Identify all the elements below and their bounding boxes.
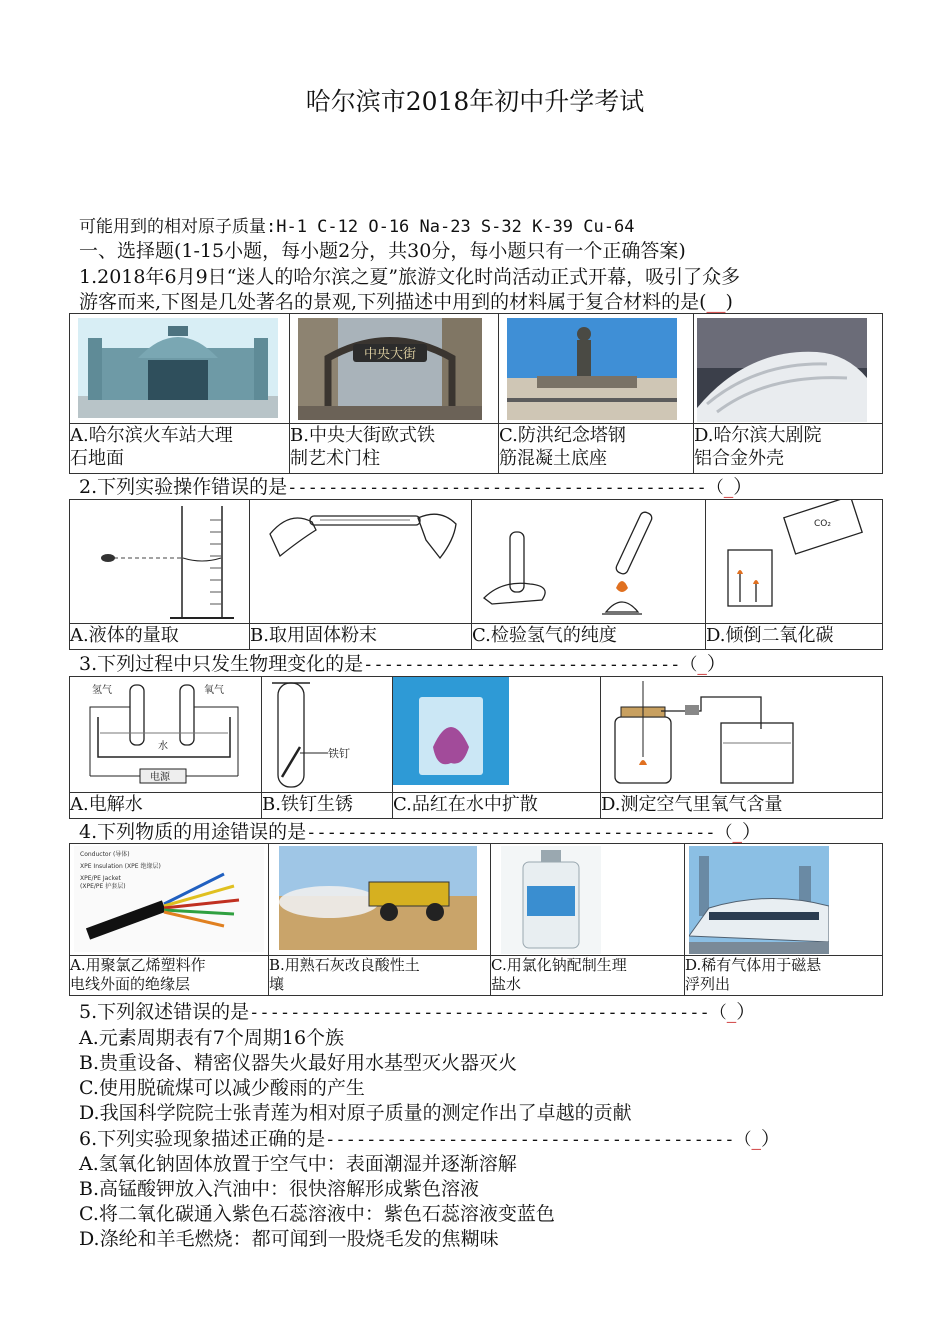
q4-image-b <box>269 844 491 956</box>
q1-answer-blank-2[interactable]: _ <box>716 291 726 313</box>
cable-label-2: XPE Insulation (XPE 绝缘层) <box>80 863 161 870</box>
q6-option-b[interactable]: B.高锰酸钾放入汽油中：很快溶解形成紫色溶液 <box>79 1178 480 1200</box>
q1-paren-close: ) <box>725 291 733 313</box>
q2-option-d[interactable]: D.倾倒二氧化碳 <box>706 624 883 650</box>
q4-answer-blank[interactable]: _ <box>732 821 743 843</box>
q1-option-a[interactable]: A.哈尔滨火车站大理 石地面 <box>70 424 290 474</box>
q1-options-table <box>69 313 883 474</box>
saline-bottle-image <box>501 846 601 954</box>
q4-option-d[interactable]: D.稀有气体用于磁悬 浮列出 <box>685 956 883 996</box>
railway-station-image <box>78 318 278 418</box>
q3-option-b[interactable]: B.铁钉生锈 <box>262 793 393 819</box>
q6-stem: 6.下列实验现象描述正确的是----------------------------------------（_） <box>79 1128 781 1150</box>
q3-image-b <box>262 677 393 793</box>
water-label: 水 <box>158 741 168 752</box>
q1-option-c[interactable]: C.防洪纪念塔钢 筋混凝土底座 <box>499 424 694 474</box>
q3-image-c <box>393 677 601 793</box>
hydrogen-purity-test-drawing <box>472 500 706 624</box>
q2-option-c[interactable]: C.检验氢气的纯度 <box>472 624 706 650</box>
q4-stem: 4.下列物质的用途错误的是----------------------------------------（_） <box>79 821 762 843</box>
q2-image-b <box>250 500 472 624</box>
q2-stem: 2.下列实验操作错误的是-----------------------------------------（_） <box>79 476 753 498</box>
q3-image-a <box>70 677 262 793</box>
rusting-nail-drawing <box>262 677 393 793</box>
cable-label-1: Conductor (导体) <box>80 851 130 858</box>
flood-monument-image <box>507 318 677 420</box>
q6-answer-blank[interactable]: _ <box>751 1128 762 1150</box>
q1-image-d <box>694 314 883 424</box>
q5-option-a[interactable]: A.元素周期表有7个周期16个族 <box>79 1027 345 1049</box>
hydrogen-label: 氢气 <box>92 685 112 696</box>
q5-answer-blank[interactable]: _ <box>726 1001 737 1023</box>
gate-sign-text: 中央大街 <box>363 347 417 362</box>
q4-image-a <box>70 844 269 956</box>
q3-image-d <box>601 677 883 793</box>
q2-image-a <box>70 500 250 624</box>
page-title: 哈尔滨市2018年初中升学考试 <box>305 87 645 116</box>
test-tube-powder-drawing <box>250 500 472 624</box>
q3-options-table <box>69 676 883 819</box>
q4-option-b[interactable]: B.用熟石灰改良酸性土 壤 <box>269 956 491 996</box>
graduated-cylinder-drawing <box>70 500 250 624</box>
q2-image-d <box>706 500 883 624</box>
q4-options-table <box>69 843 883 996</box>
cable-label-4: (XPE/PE 护套层) <box>80 883 126 890</box>
central-street-image <box>298 318 482 420</box>
q5-option-d[interactable]: D.我国科学院院士张青莲为相对原子质量的测定作出了卓越的贡献 <box>79 1102 632 1124</box>
q3-answer-blank[interactable]: _ <box>697 653 707 675</box>
lime-spreader-image <box>279 846 477 950</box>
q2-options-table <box>69 499 883 650</box>
q1-image-a <box>70 314 290 424</box>
q6-option-a[interactable]: A.氢氧化钠固体放置于空气中：表面潮湿并逐渐溶解 <box>79 1153 517 1175</box>
magenta-diffusion-image <box>393 677 509 785</box>
q6-option-c[interactable]: C.将二氧化碳通入紫色石蕊溶液中：紫色石蕊溶液变蓝色 <box>79 1203 555 1225</box>
q3-stem: 3.下列过程中只发生物理变化的是-------------------------------（_） <box>79 653 726 675</box>
q3-option-a[interactable]: A.电解水 <box>70 793 262 819</box>
q2-option-b[interactable]: B.取用固体粉末 <box>250 624 472 650</box>
q4-image-c <box>491 844 685 956</box>
q5-option-b[interactable]: B.贵重设备、精密仪器失火最好用水基型灭火器灭火 <box>79 1052 518 1074</box>
q1-stem-text: 游客而来,下图是几处著名的景观,下列描述中用到的材料属于复合材料的是( <box>79 291 707 313</box>
q1-stem-line2 <box>79 290 733 314</box>
q1-option-b[interactable]: B.中央大街欧式铁 制艺术门柱 <box>290 424 499 474</box>
q2-image-c <box>472 500 706 624</box>
atomic-mass-line: 可能用到的相对原子质量:H-1 C-12 O-16 Na-23 S-32 K-39 Cu-64 <box>79 217 635 237</box>
q4-image-d <box>685 844 883 956</box>
oxygen-label: 氧气 <box>204 685 224 696</box>
q2-option-a[interactable]: A.液体的量取 <box>70 624 250 650</box>
q2-answer-blank[interactable]: _ <box>723 476 734 498</box>
q1-answer-blank[interactable]: _ <box>706 291 716 313</box>
pour-co2-drawing <box>706 500 883 624</box>
q1-stem-line1: 1.2018年6月9日“迷人的哈尔滨之夏”旅游文化时尚活动正式开幕，吸引了众多 <box>79 266 741 288</box>
oxygen-content-apparatus-drawing <box>601 677 883 793</box>
q4-option-a[interactable]: A.用聚氯乙烯塑料作 电线外面的绝缘层 <box>70 956 269 996</box>
maglev-train-image <box>689 846 829 954</box>
q5-option-c[interactable]: C.使用脱硫煤可以减少酸雨的产生 <box>79 1077 365 1099</box>
q1-image-c <box>499 314 694 424</box>
electrolysis-drawing <box>70 677 262 793</box>
q6-option-d[interactable]: D.涤纶和羊毛燃烧：都可闻到一股烧毛发的焦糊味 <box>79 1228 499 1250</box>
section-heading: 一、选择题(1-15小题，每小题2分，共30分，每小题只有一个正确答案) <box>79 240 686 262</box>
power-label: 电源 <box>150 772 170 783</box>
grand-theatre-image <box>697 318 867 422</box>
q3-option-c[interactable]: C.品红在水中扩散 <box>393 793 601 819</box>
nail-label: 铁钉 <box>328 747 350 760</box>
cable-label-3: XPE/PE Jacket <box>80 875 121 882</box>
cable-image <box>74 846 264 952</box>
q1-image-b <box>290 314 499 424</box>
q3-option-d[interactable]: D.测定空气里氧气含量 <box>601 793 883 819</box>
co2-label: CO₂ <box>814 519 831 529</box>
q5-stem: 5.下列叙述错误的是---------------------------------------------（_） <box>79 1001 756 1023</box>
q1-option-d[interactable]: D.哈尔滨大剧院 铝合金外壳 <box>694 424 883 474</box>
q4-option-c[interactable]: C.用氯化钠配制生理 盐水 <box>491 956 685 996</box>
